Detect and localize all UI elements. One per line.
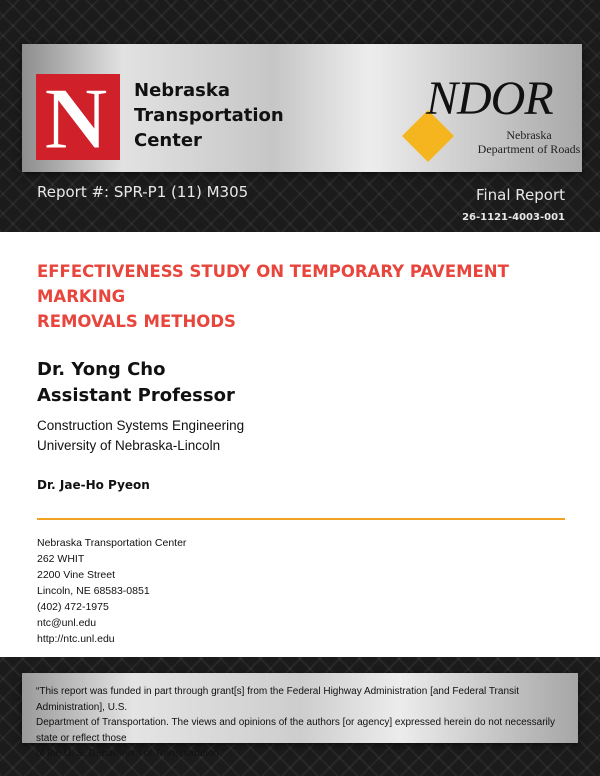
contact-block <box>37 535 186 647</box>
author-name: Dr. Yong Cho <box>37 359 166 380</box>
disclaimer-line: of the U. S. Department of Transportation.” <box>36 748 225 759</box>
coauthor-name: Dr. Jae-Ho Pyeon <box>37 478 150 492</box>
ntc-name <box>134 78 284 153</box>
author-role: Assistant Professor <box>37 385 235 406</box>
ndor-logo: NDOR <box>426 72 553 125</box>
contact-line: (402) 472-1975 <box>37 601 109 613</box>
divider <box>37 518 565 520</box>
ntc-logo-letter: N <box>44 74 108 168</box>
header-plate <box>22 44 582 172</box>
disclaimer-line: Department of Transportation. The views and opinions of the authors [or agency] expressed herein do not necessarily state or reflect those <box>36 717 556 744</box>
report-code: 26-1121-4003-001 <box>462 212 565 223</box>
ndor-sub-line: Department of Roads <box>477 142 581 156</box>
affiliation-line: Construction Systems Engineering <box>37 418 245 433</box>
report-type: Final Report <box>475 186 565 204</box>
report-number: Report #: SPR-P1 (11) M305 <box>37 183 249 201</box>
title-line: REMOVALS METHODS <box>37 312 236 331</box>
contact-line: 2200 Vine Street <box>37 569 116 581</box>
author-affiliation <box>37 416 244 456</box>
ntc-name-line: Center <box>134 130 202 151</box>
disclaimer <box>36 684 570 762</box>
title-line: EFFECTIVENESS STUDY ON TEMPORARY PAVEMENT MARKING <box>37 262 509 306</box>
ndor-subtitle <box>474 128 584 156</box>
header-band <box>0 0 600 232</box>
affiliation-line: University of Nebraska-Lincoln <box>37 438 221 453</box>
ntc-name-line: Nebraska <box>134 80 231 101</box>
footer-plate <box>22 673 578 759</box>
ndor-sub-line: Nebraska <box>506 128 552 142</box>
contact-line: 262 WHIT <box>37 553 85 565</box>
report-title <box>37 259 567 334</box>
ntc-name-line: Transportation <box>134 105 284 126</box>
footer-band <box>0 657 600 776</box>
n-letter-logo <box>36 74 120 170</box>
contact-website[interactable]: http://ntc.unl.edu <box>37 633 115 645</box>
contact-email[interactable]: ntc@unl.edu <box>37 617 97 629</box>
disclaimer-line: “This report was funded in part through grant[s] from the Federal Highway Administration [and Federal Transit Administration], U.S. <box>36 686 520 713</box>
contact-line: Lincoln, NE 68583-0851 <box>37 585 150 597</box>
contact-line: Nebraska Transportation Center <box>37 537 187 549</box>
